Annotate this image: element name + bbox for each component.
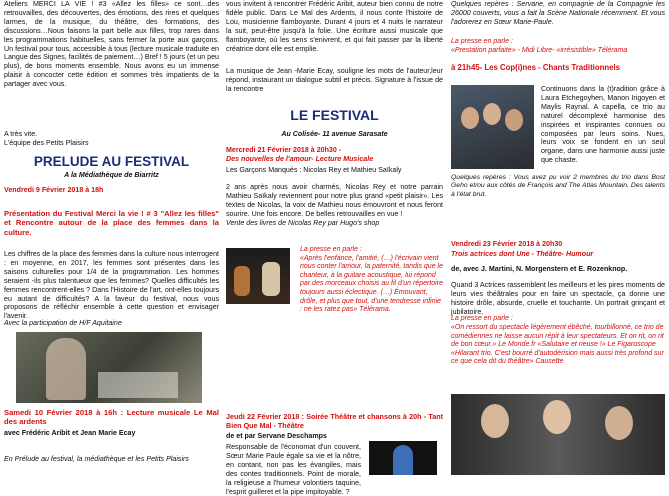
wednesday-date: Mercredi 21 Février 2018 à 20h30 - <box>226 146 342 154</box>
prelude-title: PRELUDE AU FESTIVAL <box>33 154 190 169</box>
servane-note: Quelques repères : Servane, en compagnie de la Compagnie les 26000 couverts, vous a fait la Scène Nationale récemment. Et vous l'adorerez en Sœur Marie-Paule. <box>451 0 665 26</box>
press-quote-3: «On ressort du spectacle légèrement ébêché, tourbillonné, ce trio de comédiennes ne laisse aucun répit à leur spectateurs. Et on rit, on rit de bon cœur.» Le Monde.fr «Salutaire et rieuse !» Le Figaroscope «Hilarant trio. C'est bourré d'autodérision mais aussi très profond sur ce que cela dit du théâtre» Causette <box>451 324 664 366</box>
friday-cast: de, avec J. Martini, N. Morgenstern et E. Rozenknop. <box>451 265 628 273</box>
aribit-text: vous invitent à rencontrer Frédéric Aribit, auteur bien connu de notre fidèle public. Dans Le Mal des Ardents, il nous conte l'histoire de Lou, musicienne flamboyante. Durant 4 jours et 4 nuits le narrateur la suit, peut-être jusqu'à la folie. Une écriture aussi musicale que flamboyante, où les sens s'enivrent, et qui fait passer par la liberté créatrice dont elle est emplie. <box>226 0 443 53</box>
wednesday-text: 2 ans après nous avoir charmés, Nicolas Rey et notre parrain Mathieu Saïkaly reviennent pour notre plus grand «petit plaisir». Les textes de Nicolas, la voix de Mathieu nous émouvront et nous feront sourire. Une fois encore. De belles retrouvailles en vue ! <box>226 183 443 218</box>
photo-three-actresses <box>451 394 665 475</box>
photo-nun <box>369 441 437 475</box>
friday-date: Vendredi 23 Février 2018 à 20h30 <box>451 240 563 248</box>
festival-title: LE FESTIVAL <box>290 107 379 123</box>
press-quote: «Après l'enfance, l'amitié, (…) l'écrivain vient nous conter l'amour, la paternité, tandis que le chanteur, à la guitare acoustique, lui répond par des morceaux choisis au fil d'un répertoire toujours aussi éclectique. (…) Émouvant, drôle, et plus que tout, d'une tendresse infinie : ne les ratez pas» Télérama. <box>300 254 443 314</box>
intro-text: Ateliers MERCI LA VIE ! #3 «Allez les filles» ce sont…des retrouvailles, des découvertes, des émotions, des rires et quelques larmes, de la musique, du théâtre, des formations, des discussions…Nous faisons la part belle aux filles, trop rares dans les programmations habituelles, sans fermer la porte aux garçons. Un festival pour tous, accessible à tous (lecture musicale traduite en Langue des Signes, facilités de paiement…) Bref ! 5 jours (et un peu plus), de bons moments ensemble. Nous avons eu un immense plaisir à concocter cette édition et sommes très impatients de la partager avec vous. <box>4 0 219 89</box>
photo-trio <box>451 85 534 169</box>
prelude-date: Vendredi 9 Février 2018 à 18h <box>4 186 104 194</box>
book-sale: Vente des livres de Nicolas Rey par Hugo's shop <box>226 219 380 227</box>
festival-venue: Au Colisée- 11 avenue Sarasate <box>281 130 388 138</box>
press-quote-2: «Prestation parfaite» - Midi Libre- «irrésistible» Télérama <box>451 47 628 54</box>
prelude-venue: A la Médiathèque de Biarritz <box>64 171 159 179</box>
wednesday-show: Des nouvelles de l'amour- Lecture Musicale <box>226 155 374 163</box>
lecture-date: Samedi 10 Février 2018 à 16h : Lecture musicale Le Mal des ardents <box>4 408 219 427</box>
copines-text: Continuons dans la (t)radition grâce à Laura Etchegoyhen, Manon Irigoyen et Maylis Raynal. A capella, ce trio au naturel décomplexé harmonise des inspirées et inspirantes connues ou composées par leurs soins. Nues, leurs voix se fondent en un seul organe, dans une harmonie aussi juste que chaste. <box>541 85 665 165</box>
column-left <box>4 0 219 475</box>
press-title-2: La presse en parle : <box>451 38 513 45</box>
footer-note: En Prélude au festival, la médiathèque et les Petits Plaisirs <box>4 455 189 463</box>
photo-reading <box>16 332 202 403</box>
thursday-author: de et par Servane Deschamps <box>226 432 327 440</box>
column-middle <box>226 0 443 496</box>
friday-text: Quand 3 Actrices rassemblent les meilleurs et les pires moments de leurs vies théâtrales pour en faire un spectacle, ça donne une histoire drôle, absurde, cruelle et touchante. Un portrait grinçant et jubilatoire. <box>451 281 665 316</box>
press-title: La presse en parle : <box>300 246 362 253</box>
presentation-text: Les chiffres de la place des femmes dans la culture nous interrogent : en moyenne, en 2017, les femmes sont présentes dans les saisons culturelles pour 1/4 de la programmation. Les hommes seraient -ils plus talentueux que les femmes? Quelles difficultés les femmes rencontrent-elles ? Dans l'Histoire de l'art, ont-elles toujours eu autant de difficultés? A la faveur du festival, nous vous proposons de réfléchir ensemble à cette question et envisager l'avenir. <box>4 250 219 321</box>
wednesday-cast: Les Garçons Manqués : Nicolas Rey et Mathieu Saïkaly <box>226 166 402 174</box>
photo-concert <box>226 248 290 304</box>
thursday-heading: Jeudi 22 Février 2018 : Soirée Théâtre et chansons à 20h - Tant Bien Que Mal - Théâtre <box>226 412 443 430</box>
column-right <box>451 0 665 475</box>
copines-note: Quelques repères : Vous avez pu voir 2 membres du trio dans Bost Geho et/ou aux côtés de François and The Atlas Mountain. Des talents à l'état brut. <box>451 174 665 198</box>
friday-show: Trois actrices dont Une - Théâtre- Humour <box>451 250 594 258</box>
salutation: A très vite. <box>4 130 38 138</box>
copines-heading: à 21h45- Les Cop(i)nes - Chants Traditionnels <box>451 63 620 72</box>
presentation-heading: Présentation du Festival Merci la vie ! # 3 "Allez les filles" et Rencontre autour de la place des femmes dans la culture. <box>4 209 219 237</box>
thursday-text: Responsable de l'économat d'un couvent, Sœur Marie Paule égale sa vie et la nôtre, en contant, non pas les évangiles, mais des contes traditionnels. Point de morale, la religieuse a l'humeur volontiers taquine, l'esprit guilleret et la pipe impitoyable. ? <box>226 443 361 496</box>
partner-note: Avec la participation de H/F Aquitaine <box>4 319 122 327</box>
lecture-cast: avec Frédéric Aribit et Jean Marie Ecay <box>4 429 136 437</box>
music-text: La musique de Jean -Marie Ecay, souligne les mots de l'auteur,leur répond, instaurant un dialogue subtil et précis. Signature à l'issue de la rencontre <box>226 67 443 93</box>
wednesday-press <box>300 246 443 315</box>
press-title-3: La presse en parle : <box>451 315 513 322</box>
signature: L'équipe des Petits Plaisirs <box>4 139 89 147</box>
